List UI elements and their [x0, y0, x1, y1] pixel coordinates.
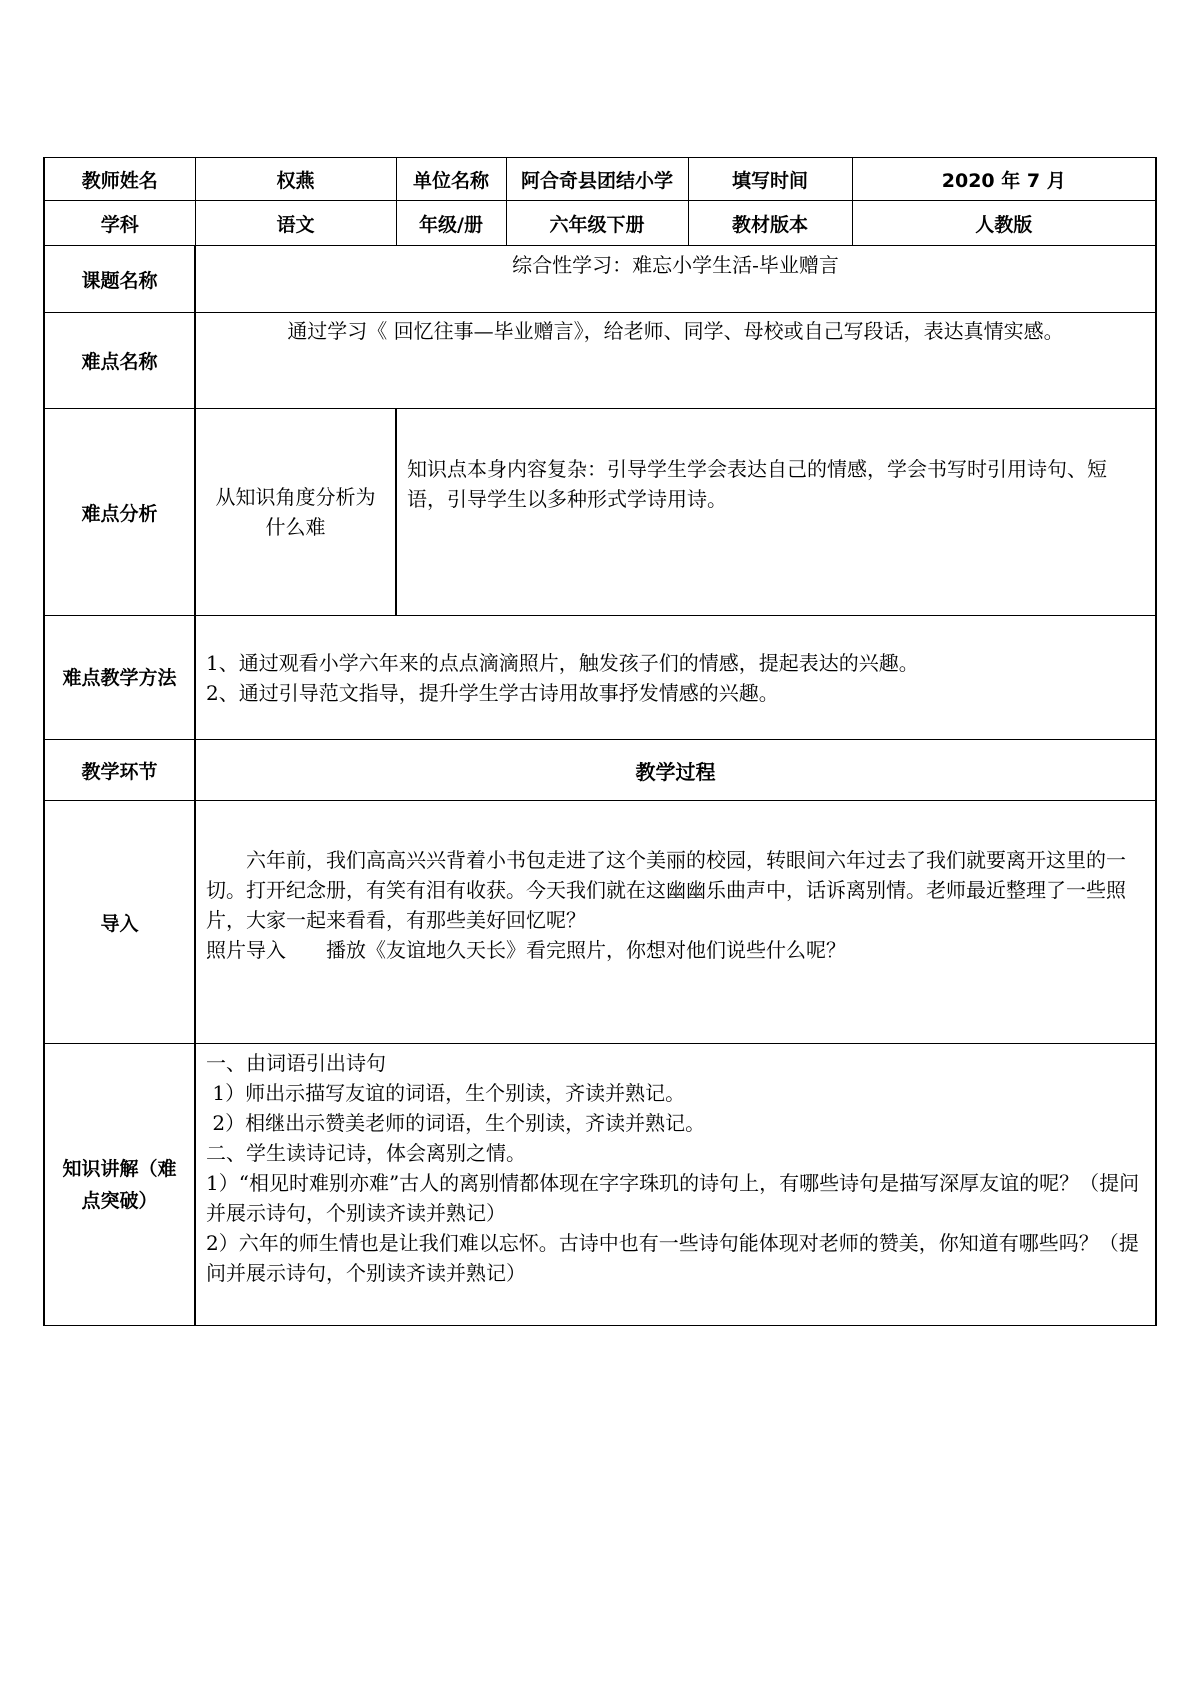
grade-label: 年级/册: [396, 201, 506, 246]
teacher-label: 教师姓名: [44, 158, 195, 201]
difficulty-label: 难点名称: [44, 313, 195, 409]
stage-label: 教学环节: [44, 740, 195, 801]
intro-line-2: 照片导入 播放《友谊地久天长》看完照片，你想对他们说些什么呢？: [206, 938, 846, 962]
knowledge-line-4: 二、学生读诗记诗，体会离别之情。: [206, 1141, 526, 1165]
topic-row: [44, 246, 1156, 313]
analysis-sub-label: 从知识角度分析为什么难: [195, 409, 396, 616]
grade-value: 六年级下册: [506, 201, 688, 246]
edition-value: 人教版: [852, 201, 1156, 246]
unit-label: 单位名称: [396, 158, 506, 201]
analysis-value: 知识点本身内容复杂：引导学生学会表达自己的情感，学会书写时引用诗句、短语，引导学生以多种形式学诗用诗。: [396, 409, 1156, 616]
knowledge-row: [44, 1044, 1156, 1326]
date-value: 2020 年 7 月: [852, 158, 1156, 201]
edition-label: 教材版本: [688, 201, 852, 246]
knowledge-line-2: 1）师出示描写友谊的词语，生个别读，齐读并熟记。: [206, 1081, 686, 1105]
header-row-2: [44, 201, 1156, 246]
date-label: 填写时间: [688, 158, 852, 201]
intro-content: [195, 801, 1156, 1044]
knowledge-line-1: 一、由词语引出诗句: [206, 1051, 386, 1075]
difficulty-row: [44, 313, 1156, 409]
intro-label: 导入: [44, 801, 195, 1044]
teacher-value: 权燕: [195, 158, 396, 201]
header-row-1: [44, 158, 1156, 201]
knowledge-content: [195, 1044, 1156, 1326]
unit-value: 阿合奇县团结小学: [506, 158, 688, 201]
topic-label: 课题名称: [44, 246, 195, 313]
intro-row: [44, 801, 1156, 1044]
lesson-plan-table: [43, 157, 1157, 1326]
method-label: 难点教学方法: [44, 616, 195, 740]
intro-paragraph: 六年前，我们高高兴兴背着小书包走进了这个美丽的校园，转眼间六年过去了我们就要离开这里的一切。打开纪念册，有笑有泪有收获。今天我们就在这幽幽乐曲声中，话诉离别情。老师最近整理了一些照片，大家一起来看看，有那些美好回忆呢？: [206, 848, 1126, 932]
knowledge-line-5: 1）“相见时难别亦难”古人的离别情都体现在字字珠玑的诗句上，有哪些诗句是描写深厚友谊的呢？（提问并展示诗句，个别读齐读并熟记）: [206, 1171, 1140, 1225]
knowledge-line-3: 2）相继出示赞美老师的词语，生个别读，齐读并熟记。: [206, 1111, 706, 1135]
process-label: 教学过程: [195, 740, 1156, 801]
method-row: [44, 616, 1156, 740]
process-header-row: [44, 740, 1156, 801]
method-content: [195, 616, 1156, 740]
difficulty-value: 通过学习《 回忆往事—毕业赠言》，给老师、同学、母校或自己写段话，表达真情实感。: [195, 313, 1156, 409]
analysis-label: 难点分析: [44, 409, 195, 616]
subject-value: 语文: [195, 201, 396, 246]
knowledge-line-6: 2）六年的师生情也是让我们难以忘怀。古诗中也有一些诗句能体现对老师的赞美，你知道有哪些吗？（提问并展示诗句，个别读齐读并熟记）: [206, 1231, 1139, 1285]
topic-value: 综合性学习：难忘小学生活-毕业赠言: [195, 246, 1156, 313]
method-line-1: 1、通过观看小学六年来的点点滴滴照片，触发孩子们的情感，提起表达的兴趣。: [206, 650, 919, 675]
analysis-row: [44, 409, 1156, 616]
knowledge-label: 知识讲解（难点突破）: [44, 1044, 195, 1326]
subject-label: 学科: [44, 201, 195, 246]
method-line-2: 2、通过引导范文指导，提升学生学古诗用故事抒发情感的兴趣。: [206, 680, 779, 705]
